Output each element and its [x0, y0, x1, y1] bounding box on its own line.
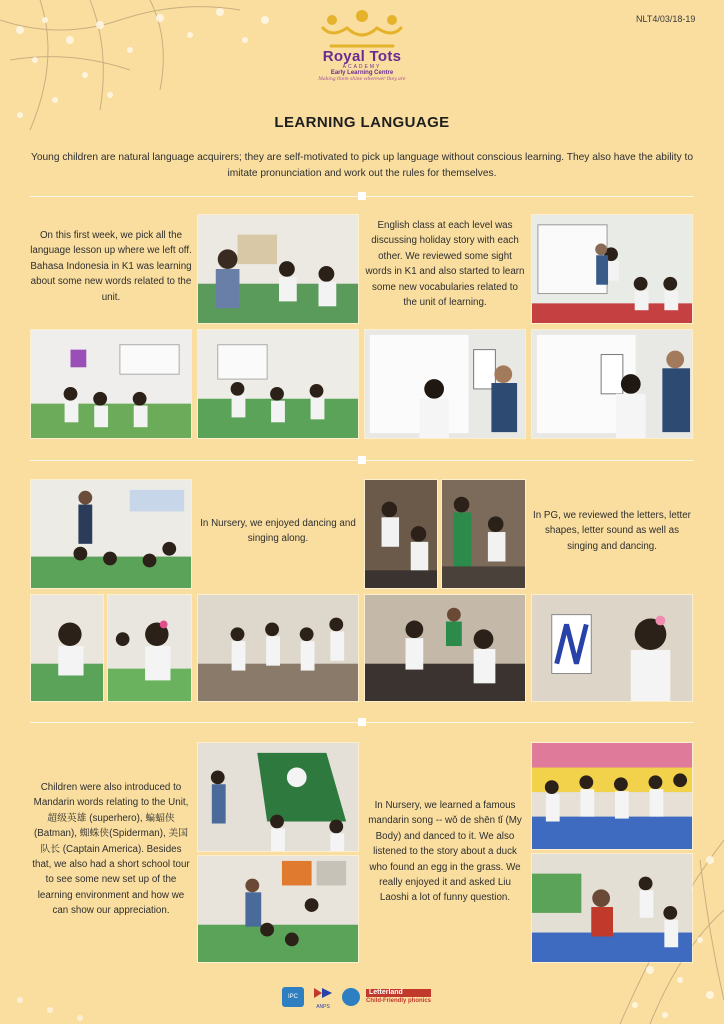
photo-superhero-display — [197, 742, 359, 852]
logo-centre: Early Learning Centre — [330, 70, 394, 76]
ipc-logo: IPC — [282, 987, 304, 1007]
document-code: NLT4/03/18-19 — [636, 14, 696, 24]
logo-brand: Royal Tots — [322, 48, 402, 65]
circle-logo — [342, 988, 360, 1006]
logo-academy: ACADEMY — [342, 64, 382, 70]
photo-classroom-group — [197, 329, 359, 439]
logo-tagline: Making them shine wherever they are — [318, 77, 406, 82]
page-title: LEARNING LANGUAGE — [274, 114, 450, 131]
section1-left-text: On this first week, we pick all the language lesson up where we left off. Bahasa Indonesia in K1 was learning about some new words related to the unit. — [30, 230, 192, 303]
section1-right-text: English class at each level was discussing holiday story with each other. We reviewed some sight words in K1 and also started to learn some new vocabularies related to the unit of learning. — [365, 220, 525, 309]
divider-marker-2 — [358, 456, 366, 464]
photo-classroom-writing — [197, 214, 359, 324]
photo-pg-child-2 — [107, 594, 192, 702]
letterland-logo — [366, 989, 431, 1005]
photo-nursery-mandarin-song — [531, 742, 693, 850]
anps-logo — [310, 985, 336, 1010]
crown-icon — [317, 8, 407, 50]
royal-tots-logo — [300, 8, 424, 108]
photo-nursery-story — [531, 853, 693, 963]
photo-classroom-wide — [30, 329, 192, 439]
section3-left-text: Children were also introduced to Mandarin words relating to the Unit, 超级英雄 (superhero), 蝙蝠侠(Batman), 蜘蛛侠(Spiderman), 美国队长 (Captain America). Besides that, we also had a short school tour to see some new set up of the learning environment and how we can show our appreciation. — [32, 782, 190, 917]
section3-right-text: In Nursery, we learned a famous mandarin song -- wǒ de shēn tǐ (My Body) and danced to it. We also listened to the story about a duck who found an egg in the grass. We really enjoyed it and asked Liu Laoshi a lot of funny question. — [368, 800, 522, 904]
photo-boy-whiteboard-1 — [364, 329, 526, 439]
divider-marker-1 — [358, 192, 366, 200]
photo-pg-letter-card — [531, 594, 693, 702]
flower-decoration-bottom-left — [0, 960, 120, 1024]
anps-flag-icon — [312, 986, 334, 1000]
footer-logos — [282, 985, 431, 1009]
section2-left-text: In Nursery, we enjoyed dancing and singing along. — [200, 518, 356, 545]
intro-paragraph: Young children are natural language acquirers; they are self-motivated to pick up language without conscious learning. They also have the ability to imitate pronunciation and work out the rules for themselves. — [30, 152, 694, 179]
photo-nursery-dancing-circle — [197, 594, 359, 702]
letterland-subtitle: Child-Friendly phonics — [366, 998, 432, 1004]
divider-marker-3 — [358, 718, 366, 726]
photo-pg-letters-group — [364, 594, 526, 702]
photo-nursery-classroom — [30, 479, 192, 589]
photo-pg-child-1 — [30, 594, 104, 702]
anps-label: ANPS — [316, 1003, 330, 1010]
photo-school-tour — [197, 855, 359, 963]
photo-boy-whiteboard-2 — [531, 329, 693, 439]
section2-right-text: In PG, we reviewed the letters, letter shapes, letter sound as well as singing and dancing. — [533, 510, 691, 552]
letterland-title: Letterland — [366, 989, 431, 997]
photo-nursery-dance-2 — [441, 479, 526, 589]
photo-english-whiteboard — [531, 214, 693, 324]
photo-nursery-dance-1 — [364, 479, 438, 589]
